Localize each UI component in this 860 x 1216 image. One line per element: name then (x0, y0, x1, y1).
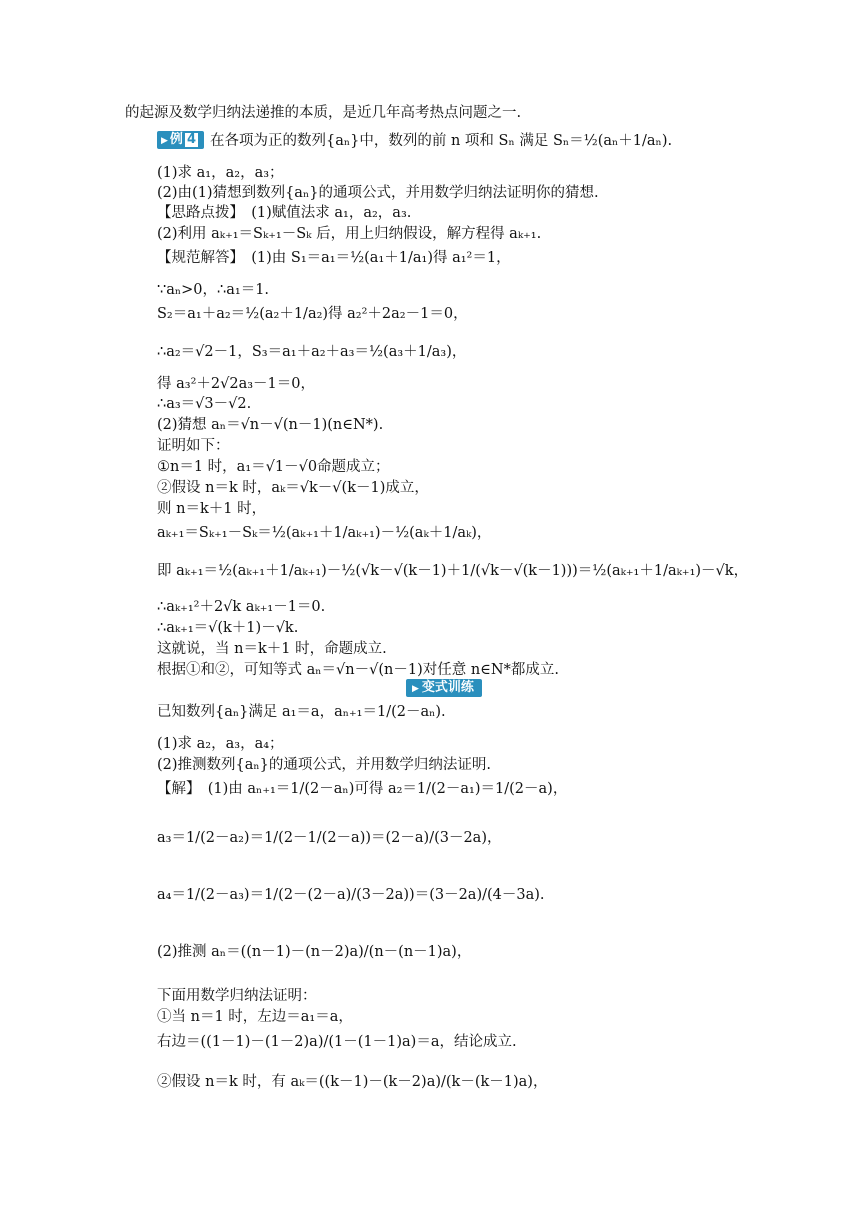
text-line: ∴a₂＝√2－1，S₃＝a₁＋a₂＋a₃＝½(a₃＋1/a₃)， (157, 344, 467, 360)
text-line: 即 aₖ₊₁＝½(aₖ₊₁＋1/aₖ₊₁)－½(√k－√(k－1)＋1/(√k－√(k－1)))＝½(aₖ₊₁＋1/aₖ₊₁)－√k， (157, 563, 749, 579)
text-line: 根据①和②，可知等式 aₙ＝√n－√(n－1)对任意 n∈N*都成立. (157, 662, 559, 678)
text-line: ①n＝1 时，a₁＝√1－√0命题成立； (157, 459, 390, 475)
text-line: ∴aₖ₊₁＝√(k＋1)－√k. (157, 620, 299, 636)
text-line: ②假设 n＝k 时，有 aₖ＝((k－1)－(k－2)a)/(k－(k－1)a)， (157, 1074, 548, 1090)
text-line: 【解】 (1)由 aₙ₊₁＝1/(2－aₙ)可得 a₂＝1/(2－a₁)＝1/(2－a)， (157, 781, 568, 797)
text-line: 已知数列{aₙ}满足 a₁＝a，aₙ₊₁＝1/(2－aₙ). (157, 704, 446, 720)
text-line: 在各项为正的数列{aₙ}中，数列的前 n 项和 Sₙ 满足 Sₙ＝½(aₙ＋1/aₙ). (210, 133, 673, 149)
text-line: 【规范解答】 (1)由 S₁＝a₁＝½(a₁＋1/a₁)得 a₁²＝1， (157, 250, 511, 266)
text-line: a₄＝1/(2－a₃)＝1/(2－(2－a)/(3－2a))＝(3－2a)/(4－3a). (157, 887, 545, 903)
text-line: (1)求 a₁，a₂，a₃； (157, 165, 284, 181)
text-line: 证明如下： (157, 438, 230, 454)
text-line: 则 n＝k＋1 时， (157, 501, 267, 517)
text-line: aₖ₊₁＝Sₖ₊₁－Sₖ＝½(aₖ₊₁＋1/aₖ₊₁)－½(aₖ＋1/aₖ)， (157, 525, 492, 541)
text-line: ①当 n＝1 时，左边＝a₁＝a， (157, 1009, 353, 1025)
variant-practice-label: 变式训练 (421, 680, 474, 695)
text-line: (1)求 a₂，a₃，a₄； (157, 736, 284, 752)
text-line: 这就说，当 n＝k＋1 时，命题成立. (157, 641, 387, 657)
text-line: 右边＝((1－1)－(1－2)a)/(1－(1－1)a)＝a，结论成立. (157, 1034, 517, 1050)
text-line: 得 a₃²＋2√2a₃－1＝0， (157, 376, 315, 392)
play-arrow-icon: ▶ (412, 684, 419, 694)
text-line: ②假设 n＝k 时，aₖ＝√k－√(k－1)成立， (157, 480, 429, 496)
play-arrow-icon: ▶ (161, 136, 168, 146)
text-line: S₂＝a₁＋a₂＝½(a₂＋1/a₂)得 a₂²＋2a₂－1＝0， (157, 306, 468, 322)
example-number: 4 (186, 132, 196, 147)
variant-practice-badge (406, 679, 482, 697)
text-line: (2)推测 aₙ＝((n－1)－(n－2)a)/(n－(n－1)a)， (157, 944, 472, 960)
text-line: (2)推测数列{aₙ}的通项公式，并用数学归纳法证明. (157, 757, 492, 773)
text-line: 下面用数学归纳法证明： (157, 988, 317, 1004)
example-4-badge (157, 131, 204, 149)
text-line: ∴a₃＝√3－√2. (157, 396, 252, 412)
text-line: 【思路点拨】 (1)赋值法求 a₁，a₂，a₃. (157, 205, 412, 221)
example-label: 例 (169, 132, 183, 147)
text-line: (2)利用 aₖ₊₁＝Sₖ₊₁－Sₖ 后，用上归纳假设，解方程得 aₖ₊₁. (157, 226, 542, 242)
text-line: a₃＝1/(2－a₂)＝1/(2－1/(2－a))＝(2－a)/(3－2a)， (157, 830, 502, 846)
text-line: 的起源及数学归纳法递推的本质，是近几年高考热点问题之一. (125, 105, 522, 121)
text-line: (2)由(1)猜想到数列{aₙ}的通项公式，并用数学归纳法证明你的猜想. (157, 185, 599, 201)
text-line: (2)猜想 aₙ＝√n－√(n－1)(n∈N*). (157, 417, 384, 433)
text-line: ∵aₙ>0，∴a₁＝1. (157, 282, 270, 298)
text-line: ∴aₖ₊₁²＋2√k aₖ₊₁－1＝0. (157, 599, 326, 615)
